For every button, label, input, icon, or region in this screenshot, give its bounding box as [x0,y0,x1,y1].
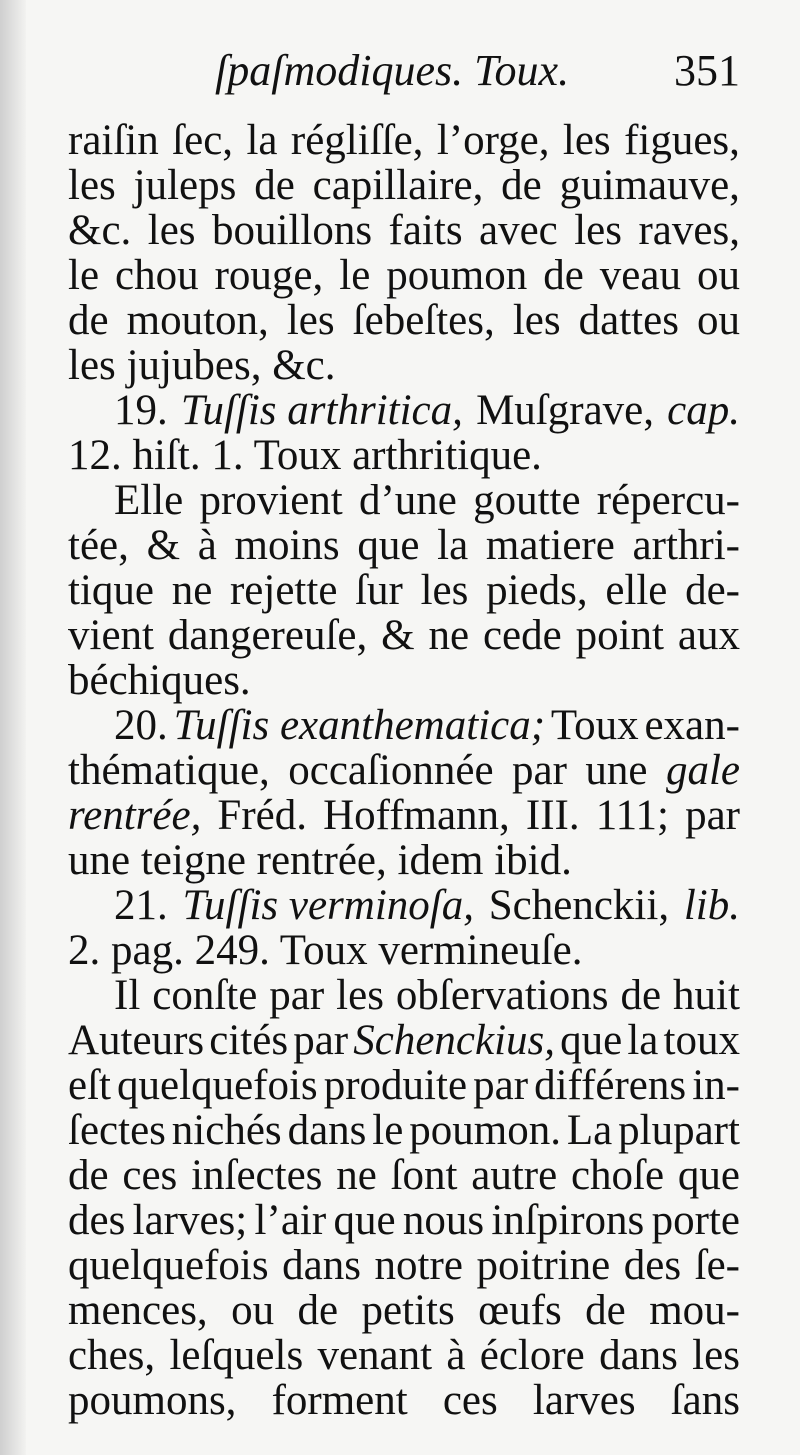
text-line [68,1198,740,1243]
word: ſebeſtes, [352,297,495,344]
word: 19. [114,387,168,434]
text-line [68,928,740,973]
word: que [560,1017,623,1064]
word: larves; [132,1197,248,1244]
word: par [473,1062,529,1109]
text-line [68,1378,740,1423]
word: les [512,297,561,344]
word: quelquefois [68,1242,269,1289]
word: & [146,522,181,569]
text-line [68,658,740,703]
word: cede [482,612,562,659]
word: quelquefois [117,1062,318,1109]
text-line [68,883,740,928]
word: les [562,117,611,164]
word: Toux [550,702,639,749]
word: le [339,252,371,299]
word: 21. [114,882,168,929]
word: de [68,297,109,344]
word: la [627,1017,659,1064]
word: petits [361,1287,455,1334]
word: cap. [667,387,740,434]
word: thématique, [68,747,270,794]
body-text [68,118,740,1423]
word: 111; [595,792,669,839]
word: les [420,567,469,614]
word: l’orge, [436,117,550,164]
word: forment [271,1377,408,1424]
word: ces [122,1152,178,1199]
word: dans [599,1332,678,1379]
word: mou- [649,1287,740,1334]
word: rejette [229,567,338,614]
word: la [246,117,278,164]
word: de [297,1287,339,1334]
word: poumon. [409,1107,561,1154]
word: ſectes [68,1107,166,1154]
word: aux [677,612,740,659]
word: dattes [578,297,679,344]
running-title: ſpaſmodiques. Toux. [215,45,570,95]
word: vient [68,612,154,659]
word: ches, [68,1332,156,1379]
word: éclore [479,1332,585,1379]
word: lib. [683,882,740,929]
word: bouillons [211,207,373,254]
word: juleps [133,162,237,209]
word: point [575,612,665,659]
word: que [333,1197,396,1244]
word: de [254,162,295,209]
word: La [566,1107,613,1154]
word: par [685,792,740,839]
word: ou [697,297,740,344]
word: de [620,972,662,1019]
text-line [68,1153,740,1198]
word: de [543,252,584,299]
word: veau [599,252,681,299]
word: cités [209,1017,289,1064]
word: ou [231,1287,275,1334]
word: par [269,972,325,1019]
word: rouge, [214,252,324,299]
text-line [68,1243,740,1288]
word: larves [532,1377,636,1424]
word: gale [665,747,740,794]
word: la [437,522,469,569]
word: ces [442,1377,498,1424]
text-line [68,568,740,613]
word: goutte [473,477,581,524]
word: de- [685,567,740,614]
word: les [147,207,196,254]
word: Muſgrave, [476,387,654,434]
word: dangereuſe, [167,612,368,659]
word: produite [323,1062,468,1109]
word: faits [388,207,463,254]
word: rentrée, [68,792,202,839]
word: tique [68,567,154,614]
word: les [574,207,623,254]
word: que [357,522,420,569]
word: le [372,1107,404,1154]
word: pieds, [486,567,588,614]
text-line [68,343,740,388]
word: de [501,162,542,209]
word: répercu- [596,477,740,524]
word: Elle [114,477,184,524]
text-line [68,388,740,433]
word: ſur [355,567,403,614]
word: venant [317,1332,433,1379]
text-line [68,703,740,748]
word: eſt [68,1062,111,1109]
word: une [585,747,648,794]
word: d’une [358,477,457,524]
text-line [68,433,740,478]
word: chou [115,252,199,299]
word: par [512,747,567,794]
word: &c. [68,207,132,254]
word: Tuſſis exanthematica; [173,702,546,749]
running-header [215,40,740,100]
word: mences, [68,1287,208,1334]
word: plupart [618,1107,740,1154]
word: de [68,1152,109,1199]
word: inſpirons [491,1197,645,1244]
word: les [336,972,384,1019]
word: Fréd. [217,792,307,839]
word: Schenckius, [353,1017,556,1064]
word: poitrine [476,1242,611,1289]
text-line [68,523,740,568]
word: raiſin [68,117,159,164]
word: provient [199,477,343,524]
word: arthri- [632,522,740,569]
word: Schenckii, [488,882,670,929]
word: huit [673,972,740,1019]
word: dans [287,1107,367,1154]
text-line [68,118,740,163]
word: capillaire, [312,162,484,209]
word: avec [479,207,558,254]
word: le [68,252,100,299]
word: à [446,1332,466,1379]
word: Auteurs [68,1017,205,1064]
word: les [286,297,335,344]
word: Il [114,972,141,1019]
word: ne [428,612,470,659]
word: tée, [68,522,129,569]
word: régliſſe, [290,117,424,164]
word: de [585,1287,626,1334]
word: obſervations [395,972,609,1019]
word: ſans [670,1377,740,1424]
page-gutter-shadow [0,0,26,1455]
word: toux [663,1017,740,1064]
word: conſte [152,972,258,1019]
word: ne [336,1152,377,1199]
word: 20. [114,702,168,749]
word: porte [651,1197,740,1244]
text-line [68,1333,740,1378]
word: ſe- [694,1242,740,1289]
word: dans [282,1242,361,1289]
text-line [68,1018,740,1063]
word: œufs [478,1287,562,1334]
word: par [293,1017,349,1064]
text-line [68,838,740,883]
text-line [68,1288,740,1333]
word: des [68,1197,126,1244]
word: les [692,1332,740,1379]
word: elle [605,567,668,614]
text-line [68,1063,740,1108]
word: & [381,612,415,659]
text-line [68,1108,740,1153]
text-line [68,478,740,523]
text-line [68,163,740,208]
word: l’air [254,1197,327,1244]
word: matiere [485,522,615,569]
word: les jujubes, &c. [68,342,336,389]
word: une teigne rentrée, idem ibid. [68,837,572,884]
word: que [677,1152,740,1199]
word: 12. hiſt. 1. Toux arthritique. [68,432,542,479]
word: béchiques. [68,657,251,704]
text-line [68,253,740,298]
word: nous [402,1197,485,1244]
word: ſec, [172,117,234,164]
word: ſont [390,1152,458,1199]
word: exan- [644,702,740,749]
word: ne [171,567,213,614]
text-line [68,208,740,253]
word: notre [374,1242,463,1289]
word: inſectes [191,1152,323,1199]
word: des [623,1242,682,1289]
word: différens [534,1062,687,1109]
page-number: 351 [674,45,740,95]
word: guimauve, [559,162,740,209]
word: nichés [171,1107,282,1154]
word: ou [696,252,740,299]
word: 2. pag. 249. Toux vermineuſe. [68,927,583,974]
word: autre [471,1152,558,1199]
word: Tuſſis verminoſa, [182,882,474,929]
word: in- [692,1062,740,1109]
word: leſquels [169,1332,304,1379]
word: III. [525,792,580,839]
word: figues, [624,117,740,164]
word: à [197,522,217,569]
word: moins [234,522,340,569]
word: mouton, [126,297,269,344]
text-line [68,298,740,343]
text-line [68,973,740,1018]
text-line [68,793,740,838]
text-line [68,748,740,793]
word: les [68,162,116,209]
word: Hoffmann, [323,792,510,839]
word: poumons, [68,1377,237,1424]
word: Tuſſis arthritica, [180,387,463,434]
word: poumon [386,252,528,299]
word: raves, [638,207,740,254]
text-line [68,613,740,658]
word: occaſionnée [288,747,494,794]
word: choſe [570,1152,665,1199]
